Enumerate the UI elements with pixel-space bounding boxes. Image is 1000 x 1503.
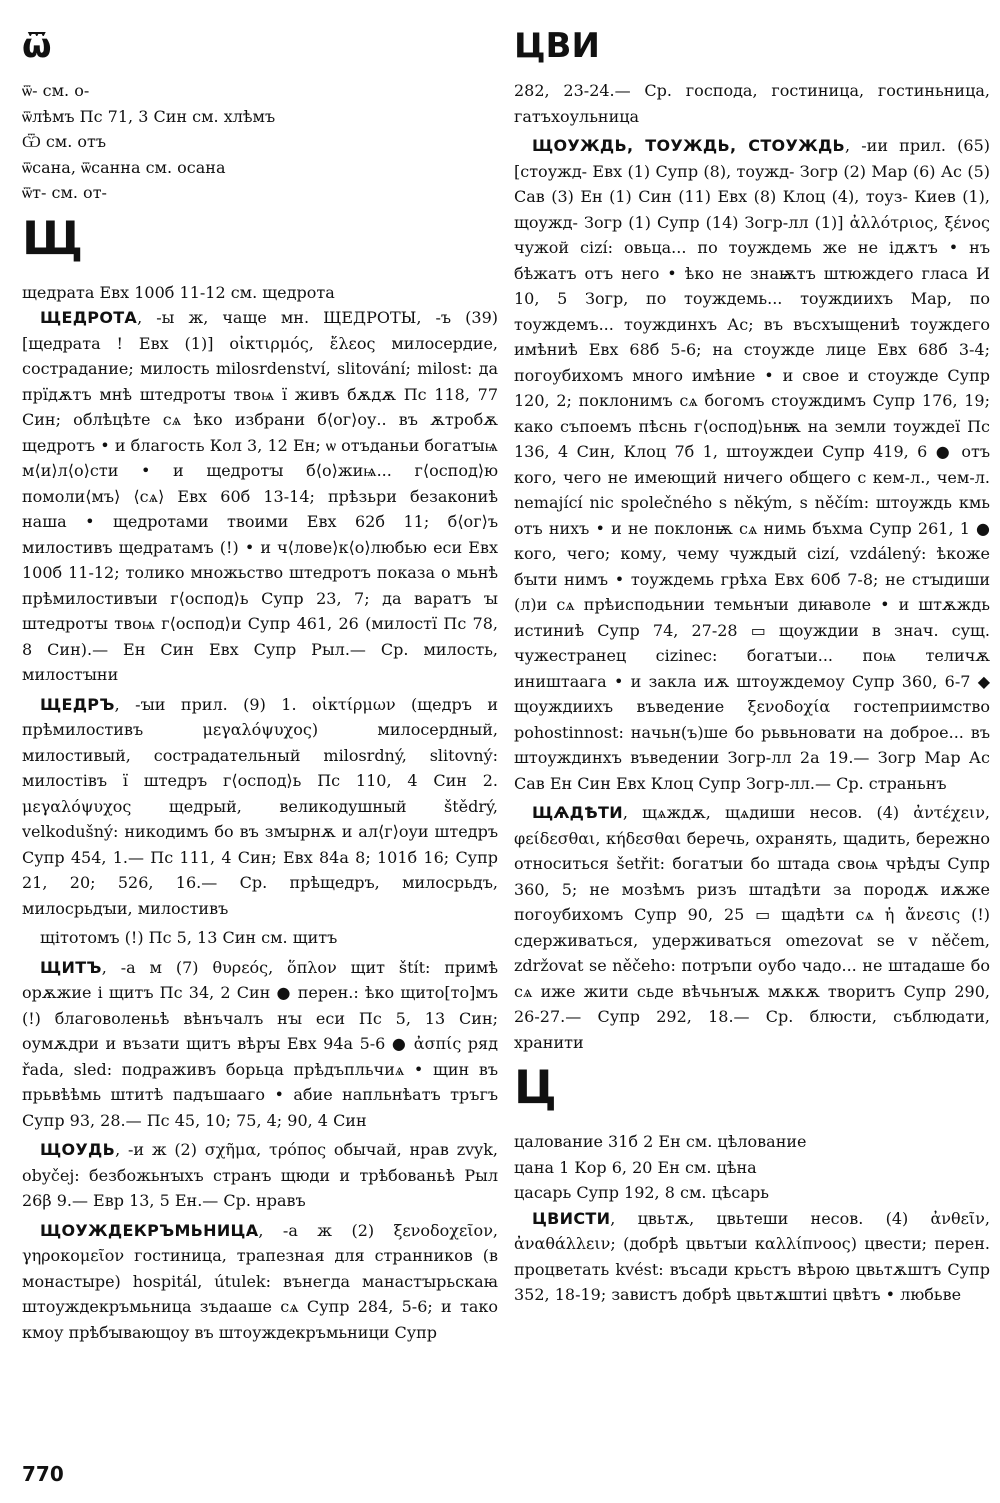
section-letter-tse: Ц <box>514 1060 557 1114</box>
section-letter-shcha: Щ <box>22 210 83 265</box>
cross-reference: ѿсана, ѿсанна см. осана <box>22 157 226 177</box>
entry-body: , -а ж (2) ξενοδοχεῖον, γηροκομεῖον гостиница, трапезная для странников (в монастыре) hospitál, útulek: вънегда манастꙑрьскаꙗ штоуждекръмьница зъдааше сѧ Супр 284, 5-6; и тако кмоу прѣбꙑвающоу въ штоуждекръмьници Супр <box>22 1220 498 1342</box>
page-number: 770 <box>22 1462 64 1486</box>
dictionary-entry <box>22 925 498 951</box>
dictionary-entry <box>22 692 498 922</box>
right-column <box>514 0 990 1312</box>
dictionary-entry <box>22 1218 498 1346</box>
entry-body: , -а м (7) θυρεός, ὅπλον щит štít: примѣ орѫжие і щитъ Пс 34, 2 Син ● перен.: ѣко щито[то]мъ (!) благоволеньѣ вѣнъчалъ нꙑ еси Пс 5, 13 Син; оумѫдри и възати щитъ вѣрꙑ Евх 94а 5-6 ● ἀσπίς ряд řada, sled: подраживъ борьца прѣдъпльчиѧ • щин въ прьвѣѣмь штитѣ падъшааго • абие напльнѣатъ тръгъ Супр 93, 28.— Пс 45, 10; 75, 4; 90, 4 Син <box>22 957 498 1130</box>
entry-headword: ЩѦДѢТИ <box>532 803 623 822</box>
cross-reference: цасарь Супр 192, 8 см. цѣсарь <box>514 1183 769 1202</box>
entry-continuation: 282, 23-24.— Ср. господа, гостиница, гостиньница, гатъхоульница <box>514 81 990 126</box>
cross-reference: цалование 31б 2 Ен см. цѣлование <box>514 1132 807 1151</box>
entry-body: , щѧждѫ, щѧдиши несов. (4) ἀντέχειν, φείδεσθαι, κήδεσθαι беречь, охранять, щадить, бережно относиться šetřit: богатꙑи бо штада своѩ чрѣдꙑ Супр 360, 5; не мозѣмъ ризъ штадѣти за породѫ иѫже погоубихомъ Супр 90, 25 ▭ щадѣти сѧ ἡ ἄνεσις (!) сдерживаться, удерживаться omezovat se v něčem, zdržovat se něčeho: потръпи оубо чадо... не штадаше бо сѧ иже жити сьде вѣчьнꙑѫ мѫкѫ творитъ Супр 290, 26-27.— Супр 292, 18.— Ср. блюсти, съблюдати, хранити <box>514 803 990 1052</box>
cross-reference: ѿлѣмъ Пс 71, 3 Син см. хлѣмъ <box>22 106 276 126</box>
cross-reference: ѿт- см. от- <box>22 183 107 202</box>
dictionary-entry <box>22 1137 498 1214</box>
cross-reference: Ѿ см. отъ <box>22 132 107 151</box>
cross-reference: цана 1 Кор 6, 20 Ен см. цѣна <box>514 1157 757 1177</box>
dictionary-entry <box>514 800 990 1055</box>
entry-headword: ЩОУЖДЕКРЪМЬНИЦА <box>40 1220 259 1240</box>
running-head-left: ѿ <box>22 26 52 66</box>
entry-body: , -и ж (2) σχῆμα, τρόπος обычай, нрав zvyk, obyčej: безбожьнꙑхъ странъ щюди и трѣбованьѣ Рыл 26β 9.— Евр 13, 5 Ен.— Ср. нравъ <box>22 1140 498 1210</box>
entry-headword: ЩЕДРЪ <box>40 694 115 714</box>
entry-body: , цвьтѫ, цвьтеши несов. (4) ἀνθεῖν, ἀναθάλλειν; (добрѣ цвьтꙑи καλλίπνοος) цвести; перен. процветать kvést: въсади крьстъ вѣрою цвьтѫштъ Супр 352, 18-19; завистъ добрѣ цвьтѫштиі цвѣтъ • любьве <box>514 1208 990 1304</box>
entry-body: щітотомъ (!) Пс 5, 13 Син см. щитъ <box>40 928 338 947</box>
left-column <box>22 0 498 1349</box>
entry-headword: ЩОУДЬ <box>40 1140 116 1159</box>
running-head-right: ЦВИ <box>514 26 600 66</box>
dictionary-entry <box>22 305 498 688</box>
entry-headword: ЦВИСТИ <box>532 1208 611 1228</box>
cross-reference: ѿ- см. о- <box>22 81 90 100</box>
entry-body: , -ы ж, чаще мн. ЩЕДРОТЫ, -ъ (39) [щедрата ! Евх (1)] οἰκτιρμός, ἔλεος милосердие, сострадание; милость milosrdenství, slitování; milost: да прїдѫтъ мнѣ штедротꙑ твоѩ ї живъ бѫдѫ Пс 118, 77 Син; облѣцѣте сѧ ѣко избрани б⟨ог⟩оу.. въ ѫтробѫ щедротъ • и благость Кол 3, 12 Ен; ѡ отъданьи богатꙑѩ м⟨и⟩л⟨о⟩сти • и щедротꙑ б⟨о⟩жиѩ... г⟨оспод⟩ю помоли⟨мъ⟩ ⟨сѧ⟩ Евх 60б 13-14; прѣзьри безакониѣ наша • щедротами твоими Евх 62б 11; б⟨ог⟩ъ милостивъ щедратамъ (!) • и ч⟨лове⟩к⟨о⟩любью еси Евх 100б 11-12; толико множьство штедротъ показа о мьнѣ прѣмилостивꙑи г⟨оспод⟩ь Супр 23, 7; да варатъ ꙑ штедротꙑ твоѩ г⟨оспод⟩и Супр 461, 26 (милостї Пс 78, 8 Син).— Ен Син Евх Супр Рыл.— Ср. милость, милостꙑни <box>22 308 498 684</box>
entry-body: , -ии прил. (65) [стоужд- Евх (1) Супр (8), тоужд- Зогр (2) Мар (6) Ас (5) Сав (3) Ен (1) Син (11) Евх (8) Клоц (4), тоуз- Киев (1), щоужд- Зогр (1) Супр (14) Зогр-лл (1)] ἀλλότριος, ξένος чужой cizí: овьца... по тоуждемь же не ідѫтъ • нъ бѣжатъ отъ него • ѣко не знаѭтъ штюждего гласа И 10, 5 Зогр, по тоуждемь... тоуждиихъ Мар, по тоуждемъ... тоуждинхъ Ас; въ въсхꙑщениѣ тоуждего имѣниѣ Евх 68б 5-6; на стоужде лице Евх 68б 3-4; погоубихомъ много имѣние • и свое и стоужде Супр 120, 2; поклонимъ сѧ богомъ стоуждимъ Супр 176, 19; како съпоемъ пѣснь г⟨оспод⟩ьнѭ на земли тоуждеї Пс 136, 4 Син, Клоц 7б 1, штоуждеи Супр 419, 6 ● отъ кого, чего не имеющий ничего общего с кем-л., чем-л. nemající nic společného s někým, s něčím: штоуждь кмь отъ нихъ • и не поклонѭ сѧ нимь бъхма Супр 261, 1 ● кого, чего; кому, чему чуждый cizí, vzdálený: ѣкоже бꙑти нимъ • тоуждемь грѣха Евх 60б 7-8; не стꙑдиши (л)и сѧ прѣисподьнии темьнꙑи диꙗволе • и штѫждь истиниѣ Супр 74, 27-28 ▭ щоуждии в знач. сущ. чужестранец cizinec: богатꙑи... поѩ теличѫ иништаага • и закла иѫ штоуждемоу Супр 360, 6-7 ◆ щоуждиихъ въведение ξενοδοχία гостеприимство pohostinnost: начьн(ъ)ше бо рьвьновати на доброе... въ штоуждинхъ въведении Зогр-лл 2а 19.— Зогр Мар Ас Сав Ен Син Евх Клоц Супр Зогр-лл.— Ср. страньнъ <box>514 136 990 793</box>
entry-headword: ЩИТЪ <box>40 957 102 977</box>
entry-headword: ЩОУЖДЬ, ТОУЖДЬ, СТОУЖДЬ <box>532 136 846 155</box>
entry-headword: ЩЕДРОТА <box>40 308 138 327</box>
dictionary-entry <box>22 955 498 1134</box>
dictionary-entry <box>514 133 990 796</box>
dictionary-entry <box>514 1206 990 1308</box>
cross-reference: щедрата Евх 100б 11-12 см. щедрота <box>22 282 335 302</box>
entry-body: , -ꙑи прил. (9) 1. οἰκτίρμων (щедръ и прѣмилостивъ μεγαλόψυχος) милосердный, милостивый, сострадательный milosrdný, slitovný: милостівъ ї штедръ г⟨оспод⟩ь Пс 110, 4 Син 2. μεγαλόψυχος щедрый, великодушный štědrý, velkodušný: никодимъ бо въ змꙑрнѫ и ал⟨г⟩оуи штедръ Супр 454, 1.— Пс 111, 4 Син; Евх 84а 8; 101б 16; Супр 21, 20; 526, 16.— Ср. прѣщедръ, милосрьдъ, милосрьдꙑи, милостивъ <box>22 694 498 918</box>
